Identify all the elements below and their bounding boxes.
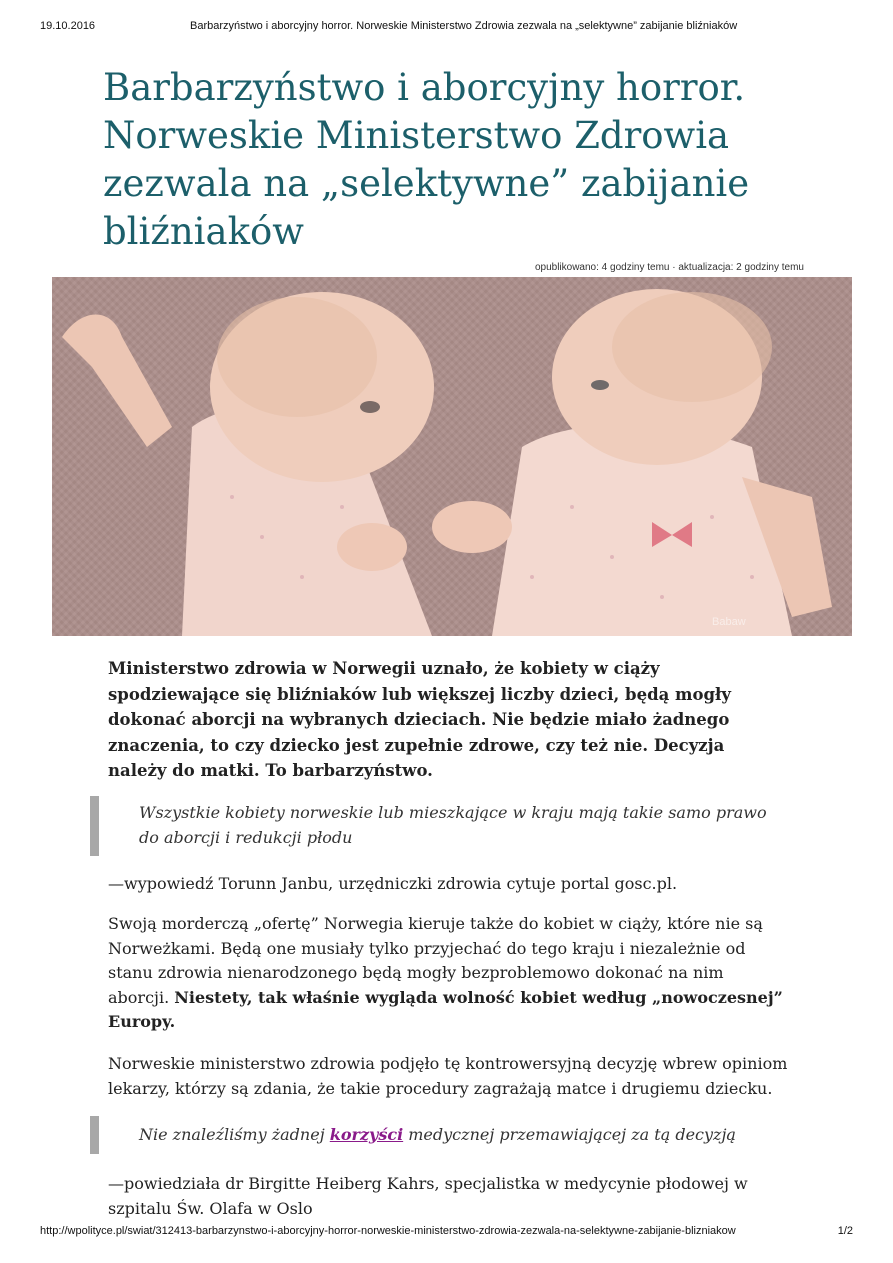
print-date: 19.10.2016 xyxy=(40,20,96,32)
quote-text-before: Nie znaleźliśmy żadnej xyxy=(139,1125,325,1144)
quote-text: Wszystkie kobiety norweskie lub mieszkające w kraju mają takie samo prawo do aborcji i redukcji płodu xyxy=(139,803,767,847)
article-paragraph-2 xyxy=(108,912,788,1035)
page-number: 1/2 xyxy=(837,1225,853,1237)
image-watermark: Babaw xyxy=(712,616,746,628)
publication-meta: opublikowano: 4 godziny temu · aktualizacja: 2 godziny temu xyxy=(534,262,804,273)
print-footer xyxy=(40,1225,853,1241)
article-headline: Barbarzyństwo i aborcyjny horror. Norweskie Ministerstwo Zdrowia zezwala na „selektywne” zabijanie bliźniaków xyxy=(103,66,750,253)
quote-attribution-1: —wypowiedź Torunn Janbu, urzędniczki zdrowia cytuje portal gosc.pl. xyxy=(108,874,678,893)
korzysci-link[interactable]: korzyści xyxy=(329,1125,404,1144)
quote-torunn-janbu xyxy=(90,796,780,856)
print-document-title: Barbarzyństwo i aborcyjny horror. Norweskie Ministerstwo Zdrowia zezwala na „selektywne” zabijanie bliźniaków xyxy=(190,20,738,32)
article-paragraph-3: Norweskie ministerstwo zdrowia podjęło tę kontrowersyjną decyzję wbrew opiniom lekarzy, którzy są zdania, że takie procedury zagrażają matce i drugiemu dziecku. xyxy=(108,1054,788,1098)
print-url: http://wpolityce.pl/swiat/312413-barbarzynstwo-i-aborcyjny-horror-norweskie-ministerstwo-zdrowia-zezwala-na-selektywne-zabijanie-blizniakow xyxy=(40,1225,736,1237)
print-header xyxy=(40,20,853,36)
paragraph-text: Swoją morderczą „ofertę” Norwegia kieruje także do kobiet w ciąży, które nie są Norweżkami. Będą one musiały tylko przyjechać do tego kraju i niezależnie od stanu zdrowia nienarodzonego będą mogły bezproblemowo dokonać na nim aborcji. xyxy=(108,914,763,1007)
article-photo-twins xyxy=(52,277,852,636)
quote-text-after: medycznej przemawiającej za tą decyzją xyxy=(408,1125,736,1144)
quote-attribution-2: —powiedziała dr Birgitte Heiberg Kahrs, specjalistka w medycynie płodowej w szpitalu Św. Olafa w Oslo xyxy=(108,1174,748,1218)
paragraph-bold-text: Niestety, tak właśnie wygląda wolność kobiet według „nowoczesnej” Europy. xyxy=(108,987,783,1031)
article-lead: Ministerstwo zdrowia w Norwegii uznało, że kobiety w ciąży spodziewające się bliźniaków lub większej liczby dzieci, będą mogły dokonać aborcji na wybranych dzieciach. Nie będzie miało żadnego znaczenia, to czy dziecko jest zupełnie zdrowe, czy też nie. Decyzja należy do matki. To barbarzyństwo. xyxy=(108,659,731,780)
twins-illustration xyxy=(52,277,852,636)
quote-birgitte-kahrs xyxy=(90,1116,780,1154)
